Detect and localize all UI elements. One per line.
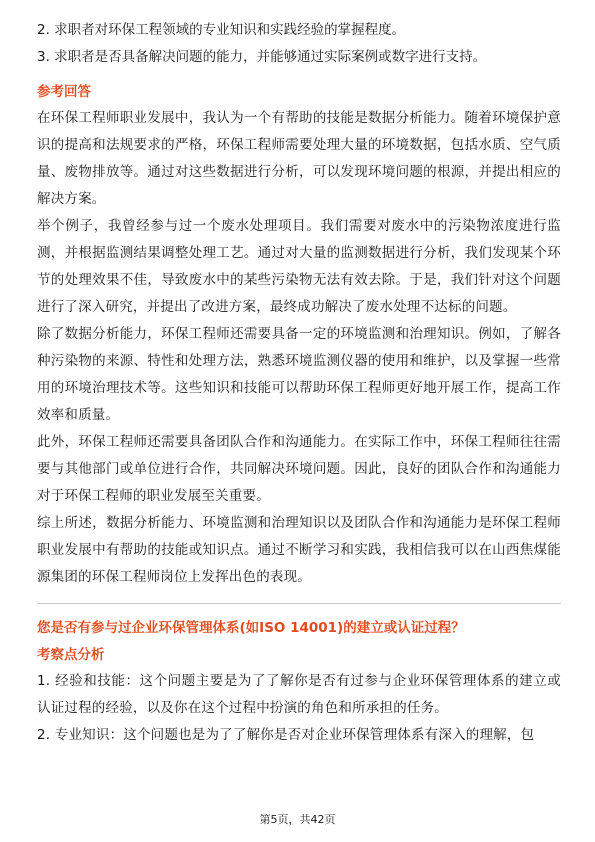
answer-paragraph: 此外，环保工程师还需要具备团队合作和沟通能力。在实际工作中，环保工程师往往需要与其他部门或单位进行合作，共同解决环境问题。因此，良好的团队合作和沟通能力对于环保工程师的职业发展至关重要。 xyxy=(37,434,561,504)
answer-paragraph: 举个例子，我曾经参与过一个废水处理项目。我们需要对废水中的污染物浓度进行监测，并根据监测结果调整处理工艺。通过对大量的监测数据进行分析，我们发现某个环节的处理效果不佳，导致废水中的某些污染物无法有效去除。于是，我们针对这个问题进行了深入研究，并提出了改进方案，最终成功解决了废水处理不达标的问题。 xyxy=(37,218,561,315)
question-title: 您是否有参与过企业环保管理体系(如ISO 14001)的建立或认证过程？ xyxy=(37,620,465,636)
answer-heading: 参考回答 xyxy=(37,84,91,100)
analysis-item: 2. 专业知识：这个问题也是为了了解你是否对企业环保管理体系有深入的理解，包 xyxy=(37,727,535,743)
list-item: 3. 求职者是否具备解决问题的能力，并能够通过实际案例或数字进行支持。 xyxy=(37,49,487,65)
page-number: 第5页，共42页 xyxy=(259,813,336,826)
answer-paragraph: 除了数据分析能力，环保工程师还需要具备一定的环境监测和治理知识。例如，了解各种污染物的来源、特性和处理方法，熟悉环境监测仪器的使用和维护，以及掌握一些常用的环境治理技术等。这些知识和技能可以帮助环保工程师更好地开展工作，提高工作效率和质量。 xyxy=(37,326,561,423)
answer-paragraph: 综上所述，数据分析能力、环境监测和治理知识以及团队合作和沟通能力是环保工程师职业发展中有帮助的技能或知识点。通过不断学习和实践，我相信我可以在山西焦煤能源集团的环保工程师岗位上发挥出色的表现。 xyxy=(37,515,561,585)
list-item: 2. 求职者对环保工程领域的专业知识和实践经验的掌握程度。 xyxy=(37,22,406,38)
analysis-item: 1. 经验和技能：这个问题主要是为了了解你是否有过参与企业环保管理体系的建立或认证过程的经验，以及你在这个过程中扮演的角色和所承担的任务。 xyxy=(37,673,561,716)
analysis-heading: 考察点分析 xyxy=(37,647,105,663)
answer-paragraph: 在环保工程师职业发展中，我认为一个有帮助的技能是数据分析能力。随着环境保护意识的提高和法规要求的严格，环保工程师需要处理大量的环境数据，包括水质、空气质量、废物排放等。通过对这些数据进行分析，可以发现环境问题的根源，并提出相应的解决方案。 xyxy=(37,110,561,207)
section-divider xyxy=(37,603,561,604)
document-page xyxy=(37,17,561,749)
